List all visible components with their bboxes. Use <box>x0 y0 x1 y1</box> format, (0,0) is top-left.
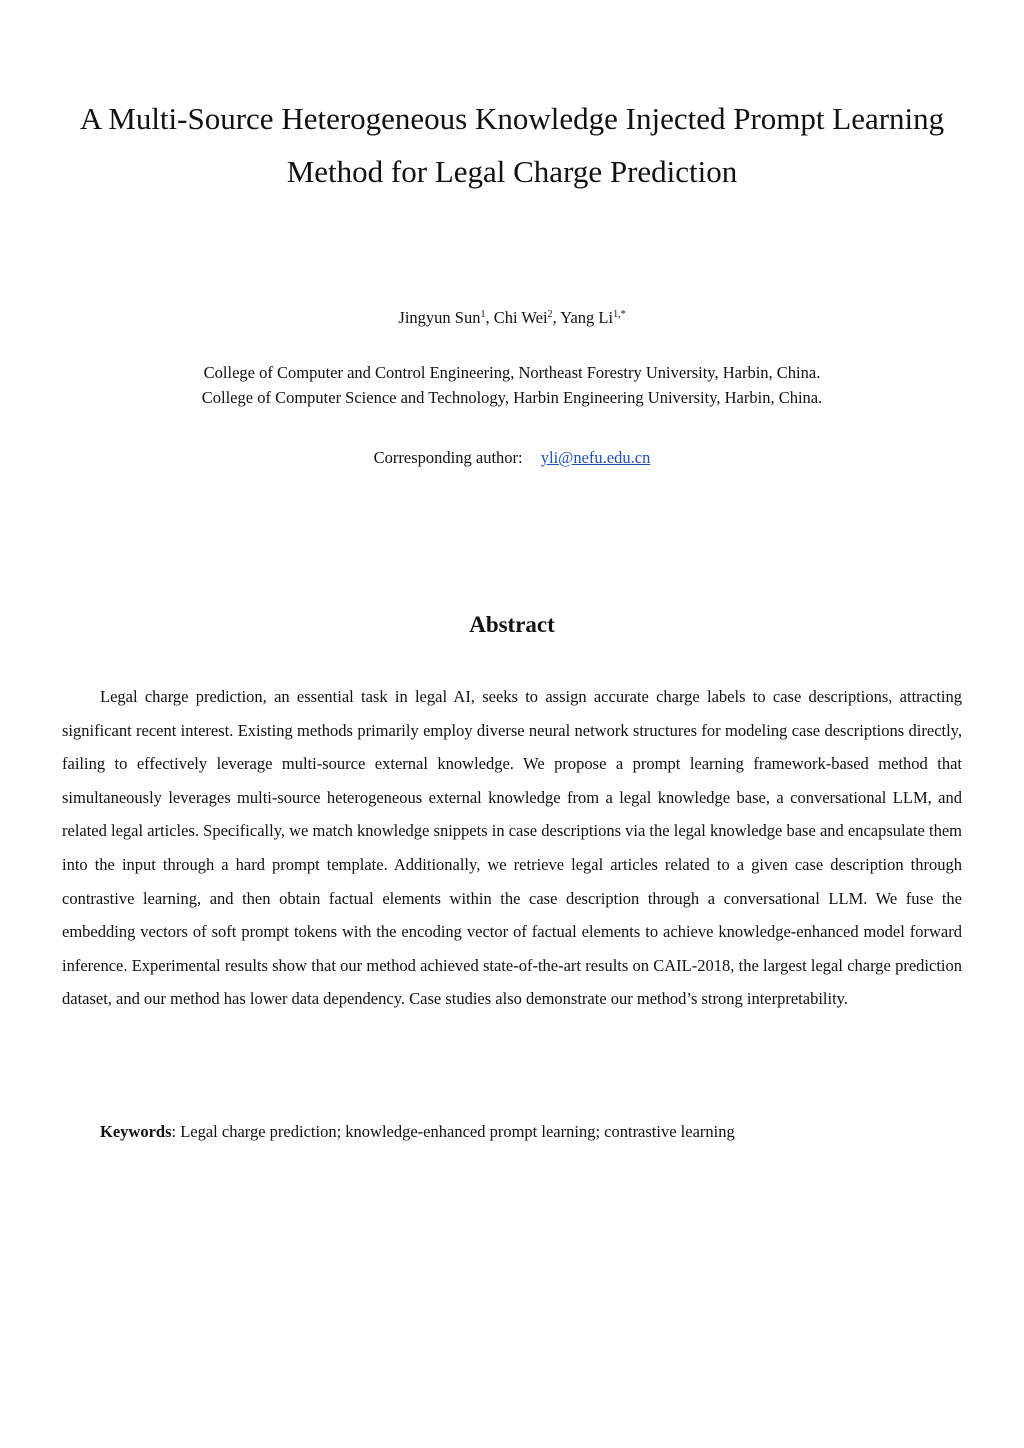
abstract-heading: Abstract <box>469 612 555 637</box>
author-affiliation-mark: 2 <box>547 309 553 320</box>
paper-title: A Multi-Source Heterogeneous Knowledge Injected Prompt Learning Method for Legal Charge Prediction <box>79 101 945 189</box>
author-name: Jingyun Sun <box>398 308 481 327</box>
corresponding-author <box>0 446 1024 470</box>
author-name: Yang Li <box>560 308 614 327</box>
affiliation-line: College of Computer Science and Technology, Harbin Engineering University, Harbin, China. <box>201 388 823 407</box>
author-affiliation-mark: 1,* <box>613 309 626 320</box>
author-name: Chi Wei <box>493 308 548 327</box>
corresponding-email-link[interactable]: yli@nefu.edu.cn <box>540 448 651 467</box>
author-list: Jingyun Sun$^1$, Chi Wei$^2$, Yang $Li^{1,*}$ <box>398 308 626 327</box>
keywords-line <box>100 1119 960 1145</box>
keywords-text: : Legal charge prediction; knowledge-enhanced prompt learning; contrastive learning <box>171 1122 735 1141</box>
author-affiliation-mark: 1 <box>480 309 486 320</box>
keywords-label: Keywords <box>100 1122 172 1141</box>
abstract-body: Legal charge prediction, an essential task in legal AI, seeks to assign accurate charge labels to case descriptions, attracting significant recent interest. Existing methods primarily employ diverse neural network structures for modeling case descriptions directly, failing to effectively leverage multi-source external knowledge. We propose a prompt learning framework-based method that simultaneously leverages multi-source heterogeneous external knowledge from a legal knowledge base, a conversational LLM, and related legal articles. Specifically, we match knowledge snippets in case descriptions via the legal knowledge base and encapsulate them into the input through a hard prompt template. Additionally, we retrieve legal articles related to a given case description through contrastive learning, and then obtain factual elements within the case description through a conversational LLM. We fuse the embedding vectors of soft prompt tokens with the encoding vector of factual elements to achieve knowledge-enhanced model forward inference. Experimental results show that our method achieved state-of-the-art results on CAIL-2018, the largest legal charge prediction dataset, and our method has lower data dependency. Case studies also demonstrate our method’s strong interpretability. <box>62 687 962 1009</box>
affiliation-line: College of Computer and Control Engineering, Northeast Forestry University, Harbin, China. <box>203 363 821 382</box>
corresponding-label: Corresponding author: <box>373 448 523 467</box>
affiliation-list <box>0 360 1024 410</box>
